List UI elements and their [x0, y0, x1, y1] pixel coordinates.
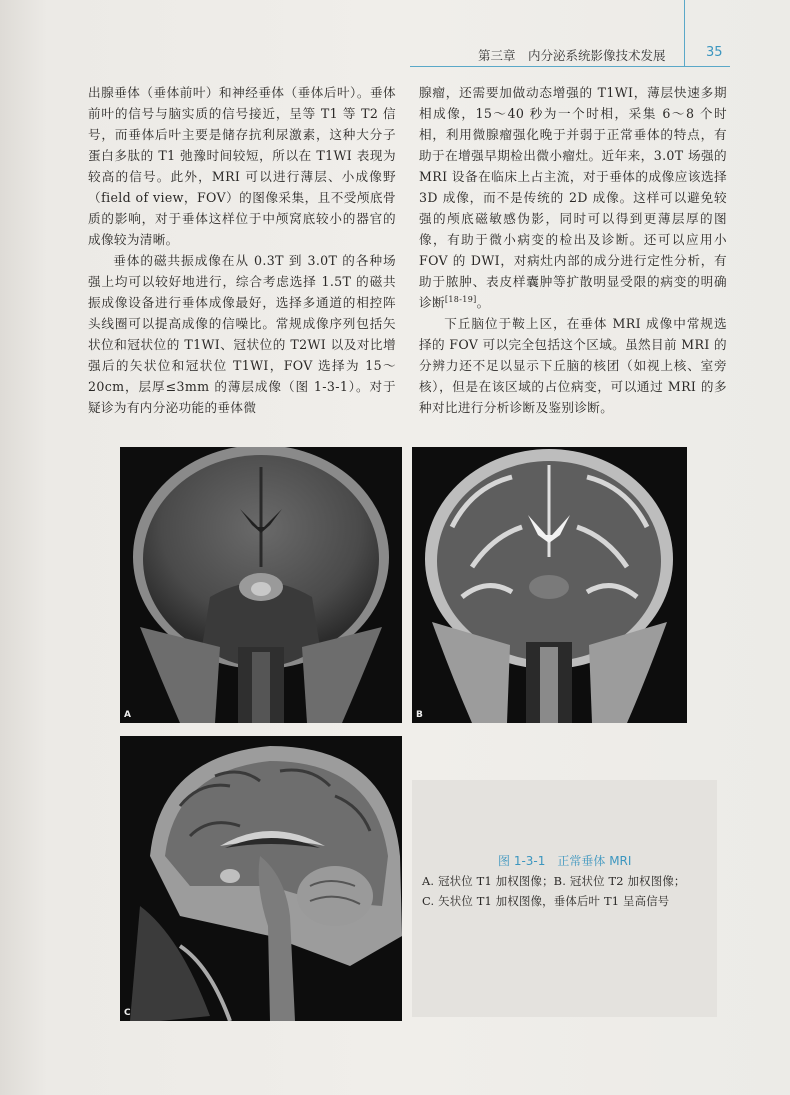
- mri-coronal-t2-drawing: [412, 447, 687, 723]
- figure-caption-text: [422, 871, 712, 911]
- mri-coronal-t2-image: [412, 447, 687, 723]
- right-paragraph-1: [419, 82, 727, 313]
- mri-sagittal-t1-image: [120, 736, 402, 1021]
- mri-sagittal-t1-drawing: [120, 736, 402, 1021]
- right-paragraph-1-end: 。: [476, 295, 490, 310]
- mri-coronal-t1-drawing: [120, 447, 402, 723]
- figure-label-c: C: [124, 1008, 131, 1018]
- caption-line-1: A. 冠状位 T1 加权图像；B. 冠状位 T2 加权图像；: [422, 874, 686, 888]
- left-text-column: [88, 82, 396, 418]
- mri-coronal-t1-image: [120, 447, 402, 723]
- figure-label-b: B: [416, 710, 423, 720]
- figure-label-a: A: [124, 710, 131, 720]
- caption-line-2: C. 矢状位 T1 加权图像，垂体后叶 T1 呈高信号: [422, 894, 670, 908]
- figure-caption-title: 图 1-3-1 正常垂体 MRI: [498, 854, 632, 868]
- header-rule: [410, 66, 730, 67]
- page-number: 35: [706, 45, 723, 60]
- chapter-header: 第三章 内分泌系统影像技术发展: [478, 48, 666, 63]
- figure-caption-box: [412, 780, 717, 1017]
- right-text-column: [419, 82, 727, 418]
- left-paragraph-1: 出腺垂体（垂体前叶）和神经垂体（垂体后叶）。垂体前叶的信号与脑实质的信号接近，呈等 T1 等 T2 信号，而垂体后叶主要是储存抗利尿激素，这种大分子蛋白多肽的 T1 弛豫时间较短，所以在 T1WI 表现为较高的信号。此外，MRI 可以进行薄层、小成像野（field of view，FOV）的图像采集，且不受颅底骨质的影响，对于垂体这样位于中颅窝底较小的器官的成像较为清晰。: [88, 85, 396, 247]
- right-paragraph-1-text: 腺瘤，还需要加做动态增强的 T1WI，薄层快速多期相成像，15～40 秒为一个时相，采集 6～8 个时相，利用微腺瘤强化晚于并弱于正常垂体的特点，有助于在增强早期检出微小瘤灶。近年来，3.0T 场强的 MRI 设备在临床上占主流，对于垂体的成像应该选择 3D 成像，而不是传统的 2D 成像。这样可以避免较强的颅底磁敏感伪影，同时可以得到更薄层厚的图像，有助于微小病变的检出及诊断。还可以应用小 FOV 的 DWI，对病灶内部的成分进行定性分析，有助于脓肿、表皮样囊肿等扩散明显受限的病变的明确诊断: [419, 85, 727, 310]
- citation-reference: [18-19]: [444, 294, 477, 304]
- header-vertical-rule: [684, 0, 685, 66]
- left-paragraph-2: 垂体的磁共振成像在从 0.3T 到 3.0T 的各种场强上均可以较好地进行，综合考虑选择 1.5T 的磁共振成像设备进行垂体成像最好，选择多通道的相控阵头线圈可以提高成像的信噪比。常规成像序列包括矢状位和冠状位的 T1WI、冠状位的 T2WI 以及对比增强后的矢状位和冠状位 T1WI，FOV 选择为 15～20cm，层厚≤3mm 的薄层成像（图 1-3-1）。对于疑诊为有内分泌功能的垂体微: [88, 253, 396, 415]
- right-paragraph-2: 下丘脑位于鞍上区，在垂体 MRI 成像中常规选择的 FOV 可以完全包括这个区域。虽然目前 MRI 的分辨力还不足以显示下丘脑的核团（如视上核、室旁核），但是在该区域的占位病变，可以通过 MRI 的多种对比进行分析诊断及鉴别诊断。: [419, 316, 727, 415]
